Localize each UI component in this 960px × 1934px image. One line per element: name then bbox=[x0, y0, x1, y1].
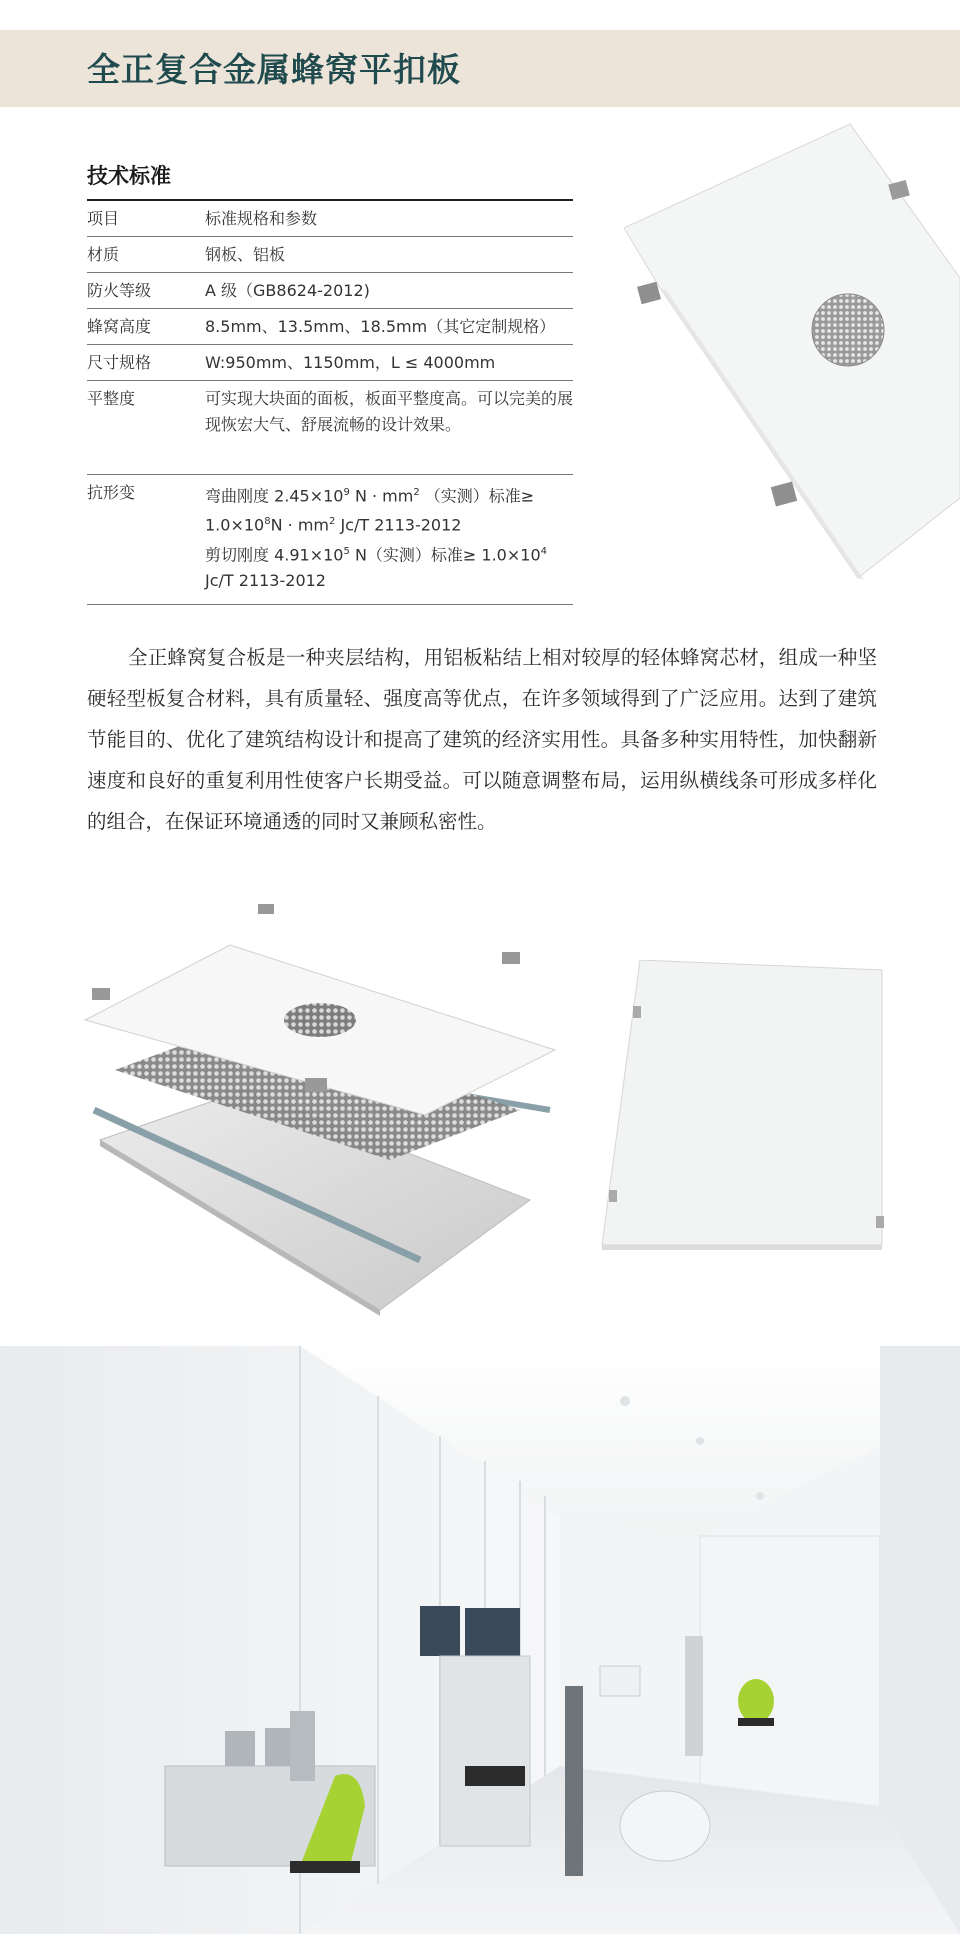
page-title: 全正复合金属蜂窝平扣板 bbox=[87, 50, 461, 89]
description-paragraph: 全正蜂窝复合板是一种夹层结构，用铝板粘结上相对较厚的轻体蜂窝芯材，组成一种坚硬轻型板复合材料，具有质量轻、强度高等优点，在许多领域得到了广泛应用。达到了建筑节能目的、优化了建筑结构设计和提高了建筑的经济实用性。具备多种实用特性，加快翻新速度和良好的重复利用性使客户长期受益。可以随意调整布局，运用纵横线条可形成多样化的组合，在保证环境通透的同时又兼顾私密性。 bbox=[87, 646, 877, 833]
panel-illustration bbox=[610, 118, 960, 588]
table-row bbox=[87, 475, 573, 605]
table-row bbox=[87, 201, 573, 237]
spec-key: 项目 bbox=[87, 209, 120, 228]
spec-value: 钢板、铝板 bbox=[205, 245, 286, 264]
table-row bbox=[87, 237, 573, 273]
spec-value: A 级（GB8624-2012) bbox=[205, 281, 370, 300]
spec-value: 可实现大块面的面板，板面平整度高。可以完美的展现恢宏大气、舒展流畅的设计效果。 bbox=[205, 389, 574, 434]
spec-key: 防火等级 bbox=[87, 281, 152, 300]
spec-value: W:950mm、1150mm，L ≤ 4000mm bbox=[205, 353, 496, 372]
spec-key: 抗形变 bbox=[87, 483, 136, 502]
spec-key: 材质 bbox=[87, 245, 120, 264]
spec-value-deformation bbox=[205, 475, 573, 605]
table-row bbox=[87, 345, 573, 381]
interior-application-photo bbox=[0, 1346, 960, 1934]
deform-line: 弯曲刚度 $2.45\times 10^9$ $N \cdot mm^2$ （实测）标准≥ bbox=[205, 486, 535, 506]
spec-key: 尺寸规格 bbox=[87, 353, 152, 372]
table-row bbox=[87, 309, 573, 345]
spec-table bbox=[87, 201, 573, 605]
spec-value: 标准规格和参数 bbox=[205, 209, 318, 228]
deform-line: 剪切刚度 $4.91\times 10^5$ N（实测）标准≥ $1.0\times 10^4$ bbox=[205, 544, 547, 564]
deform-line: $1.0\times 10^8N \cdot mm^2$ Jc/T 2113-2012 bbox=[205, 515, 462, 535]
spec-section bbox=[87, 160, 573, 605]
flat-panel-illustration bbox=[596, 960, 886, 1290]
table-row bbox=[87, 273, 573, 309]
table-row bbox=[87, 381, 573, 475]
spec-key: 平整度 bbox=[87, 389, 136, 408]
title-banner bbox=[0, 30, 960, 107]
exploded-panel-illustration bbox=[80, 860, 560, 1320]
spec-value: 8.5mm、13.5mm、18.5mm（其它定制规格） bbox=[205, 317, 556, 336]
spec-key: 蜂窝高度 bbox=[87, 317, 152, 336]
spec-title: 技术标准 bbox=[87, 164, 171, 188]
deform-line: Jc/T 2113-2012 bbox=[205, 570, 326, 590]
